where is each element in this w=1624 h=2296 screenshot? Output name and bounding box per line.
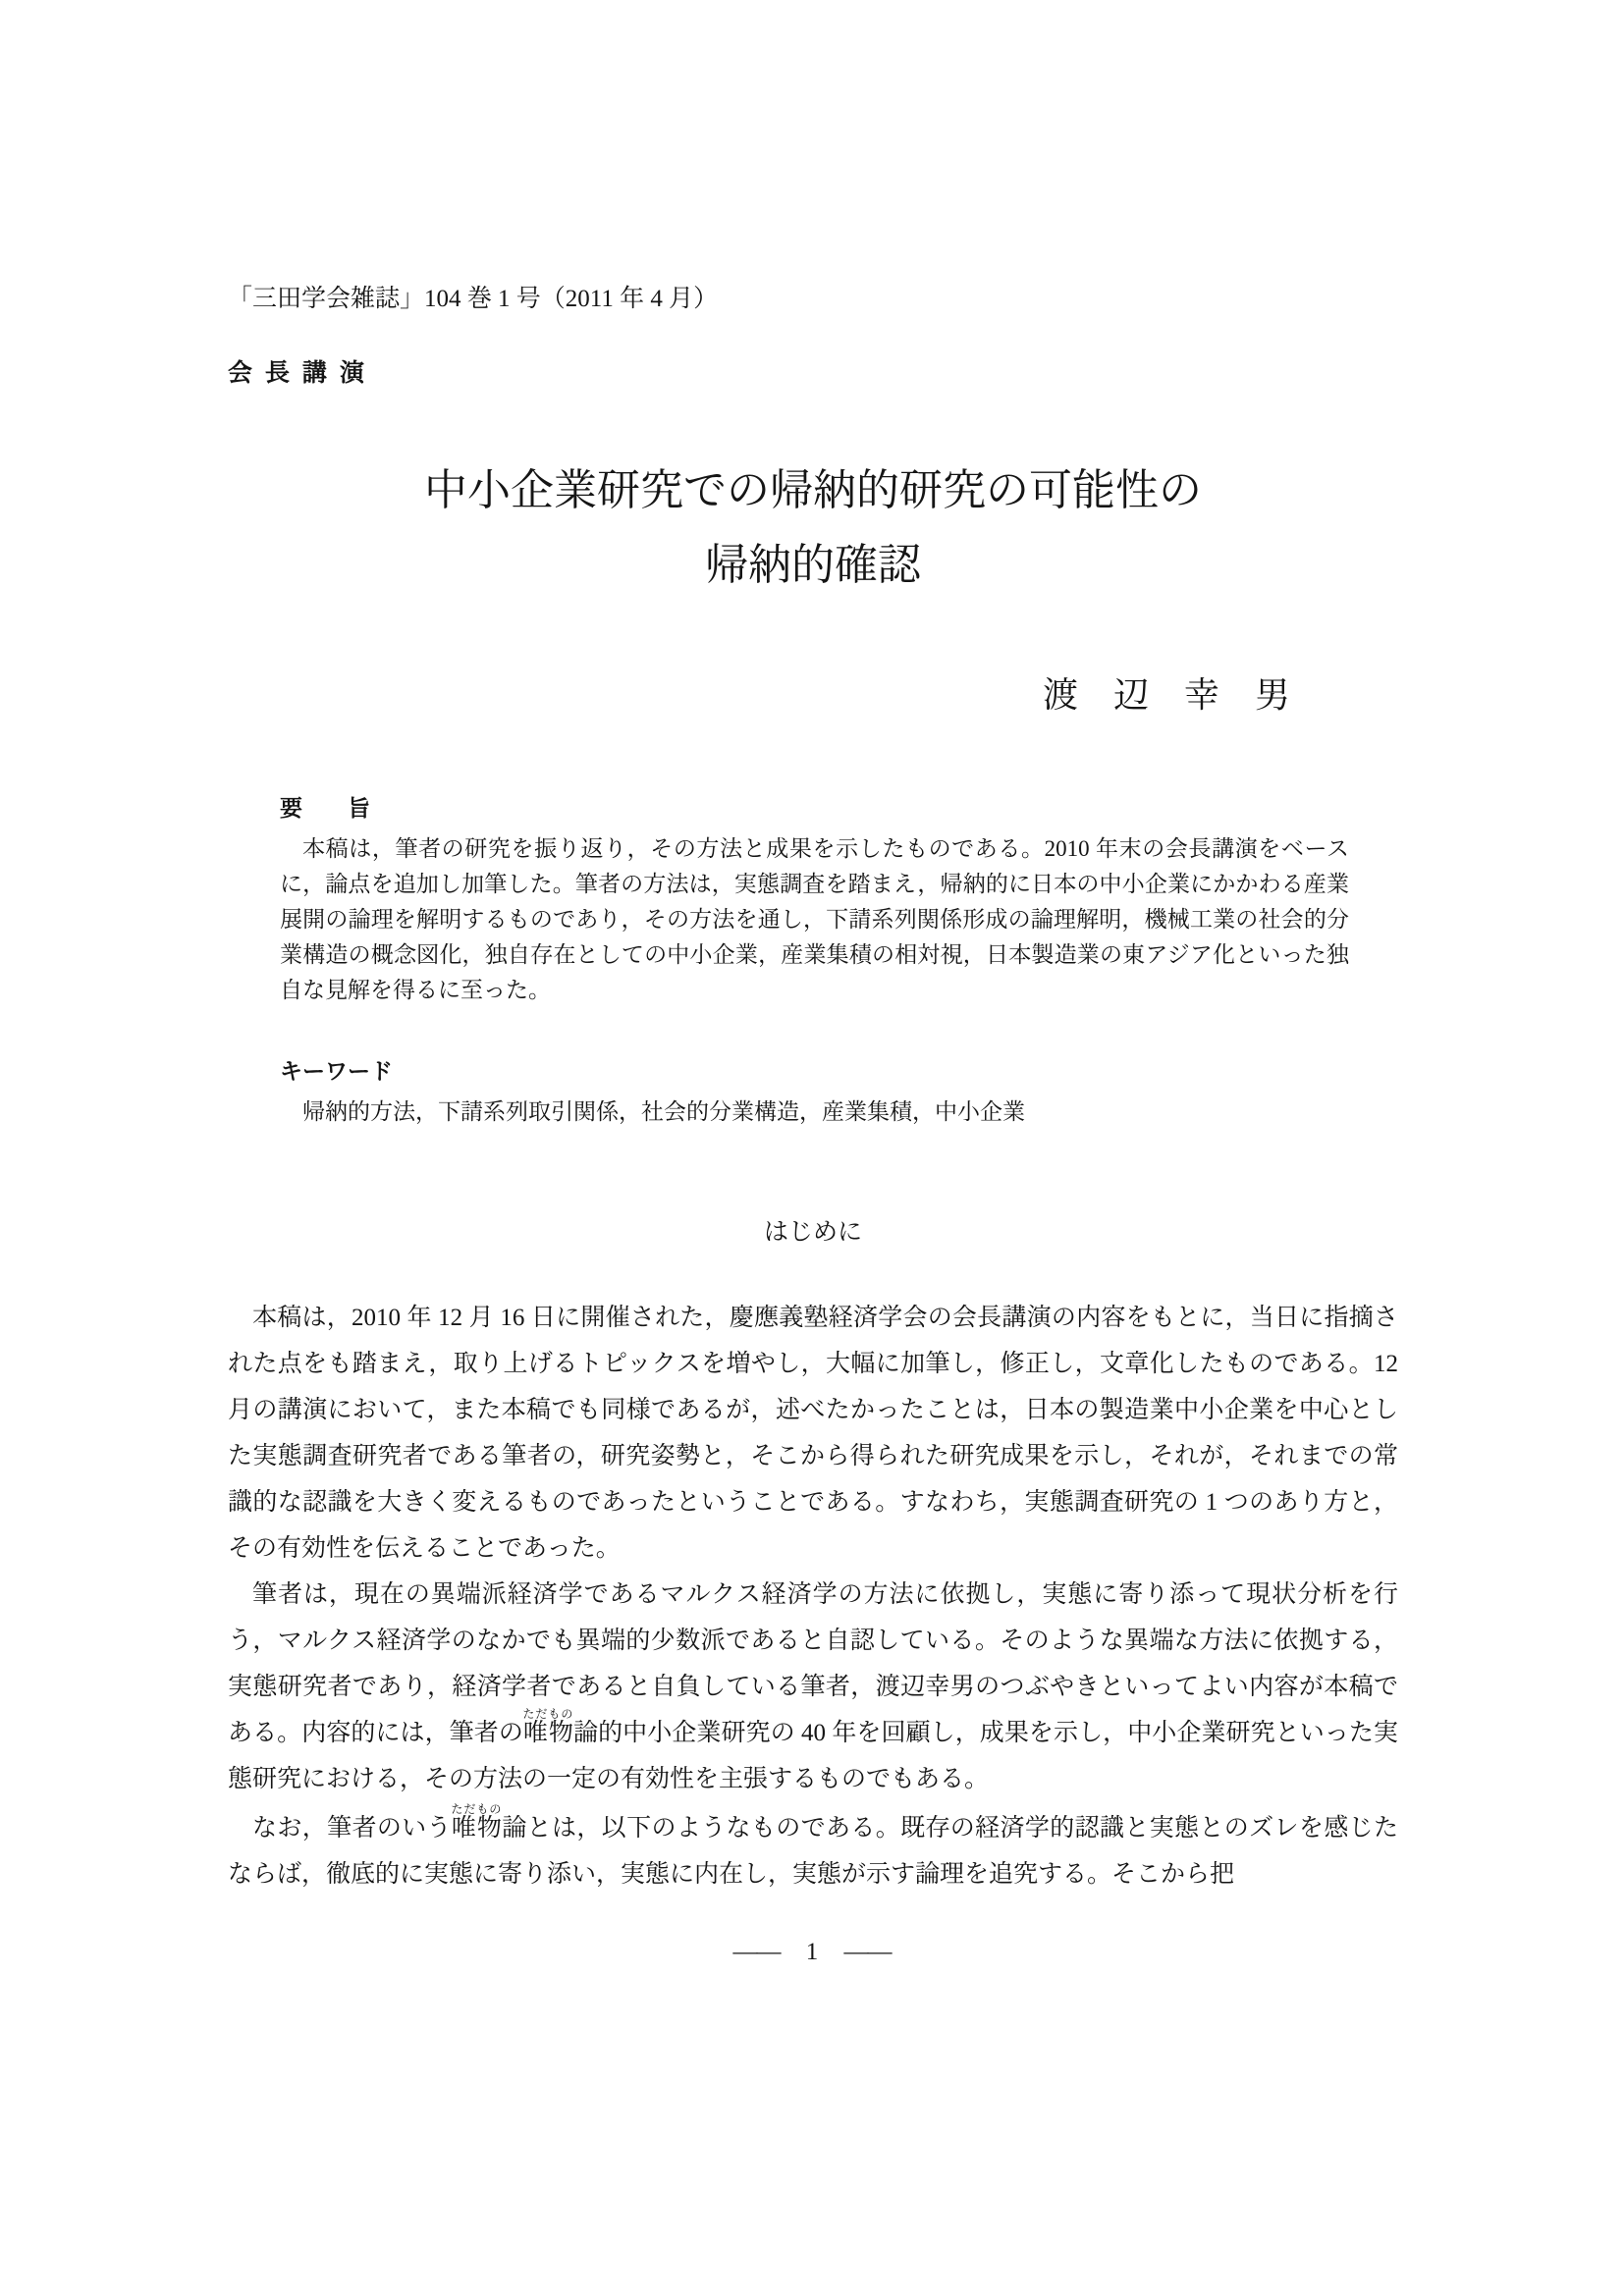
keywords-section [280,1053,1349,1130]
page-footer [0,1939,1624,1966]
body-text [228,1295,1398,1897]
keywords-text: 帰納的方法，下請系列取引関係，社会的分業構造，産業集積，中小企業 [302,1099,1025,1124]
body-paragraph: 本稿は，2010 年 12 月 16 日に開催された，慶應義塾経済学会の会長講演の内容をもとに，当日に指摘された点をも踏まえ，取り上げるトピックスを増やし，大幅に加筆し，修正し，文章化したものである。12 月の講演において，また本稿でも同様であるが，述べたかったことは，日本の製造業中小企業を中心とした実態調査研究者である筆者の，研究姿勢と，そこから得られた研究成果を示し，それが，それまでの常識的な認識を大きく変えるものであったということである。すなわち，実態調査研究の 1 つのあり方と，その有効性を伝えることであった。 [228,1305,1398,1562]
article-title-line2: 帰納的確認 [705,541,921,589]
abstract-text: 本稿は，筆者の研究を振り返り，その方法と成果を示したものである。2010 年末の会長講演をベースに，論点を追加し加筆した。筆者の方法は，実態調査を踏まえ，帰納的に日本の中小企業にかかわる産業展開の論理を解明するものであり，その方法を通し，下請系列関係形成の論理解明，機械工業の社会的分業構造の概念図化，独自存在としての中小企業，産業集積の相対視，日本製造業の東アジア化といった独自な見解を得るに至った。 [280,836,1349,1002]
footer-left-rule: —— [732,1939,781,1965]
author-name: 渡 辺 幸 男 [1042,675,1290,715]
section-heading-introduction: はじめに [763,1219,862,1246]
footer-right-rule: —— [843,1939,892,1965]
keywords-heading: キーワード [280,1058,393,1084]
abstract-section [280,790,1349,1008]
body-paragraph: 筆者は，現在の異端派経済学であるマルクス経済学の方法に依拠し，実態に寄り添って現状分析を行う，マルクス経済学のなかでも異端的少数派であると自認している。そのような異端な方法に依拠する，実態研究者であり，経済学者であると自負している筆者，渡辺幸男のつぶやきといってよい内容が本稿である。内容的には，筆者の唯物ただもの論的中小企業研究の 40 年を回顧し，成果を示し，中小企業研究といった実態研究における，その方法の一定の有効性を主張するものでもある。 [228,1581,1398,1792]
article-title-line1: 中小企業研究での帰納的研究の可能性の [424,466,1202,514]
article-type-label: 会 長 講 演 [228,359,367,387]
abstract-heading: 要 旨 [280,795,370,821]
journal-citation: 「三田学会雑誌」104 巻 1 号（2011 年 4 月） [228,286,719,312]
page-number: 1 [805,1939,819,1965]
body-paragraph: なお，筆者のいう唯物ただもの論とは，以下のようなものである。既存の経済学的認識と実態とのズレを感じたならば，徹底的に実態に寄り添い，実態に内在し，実態が示す論理を追究する。そこから把 [228,1802,1398,1888]
article-title [228,454,1398,603]
